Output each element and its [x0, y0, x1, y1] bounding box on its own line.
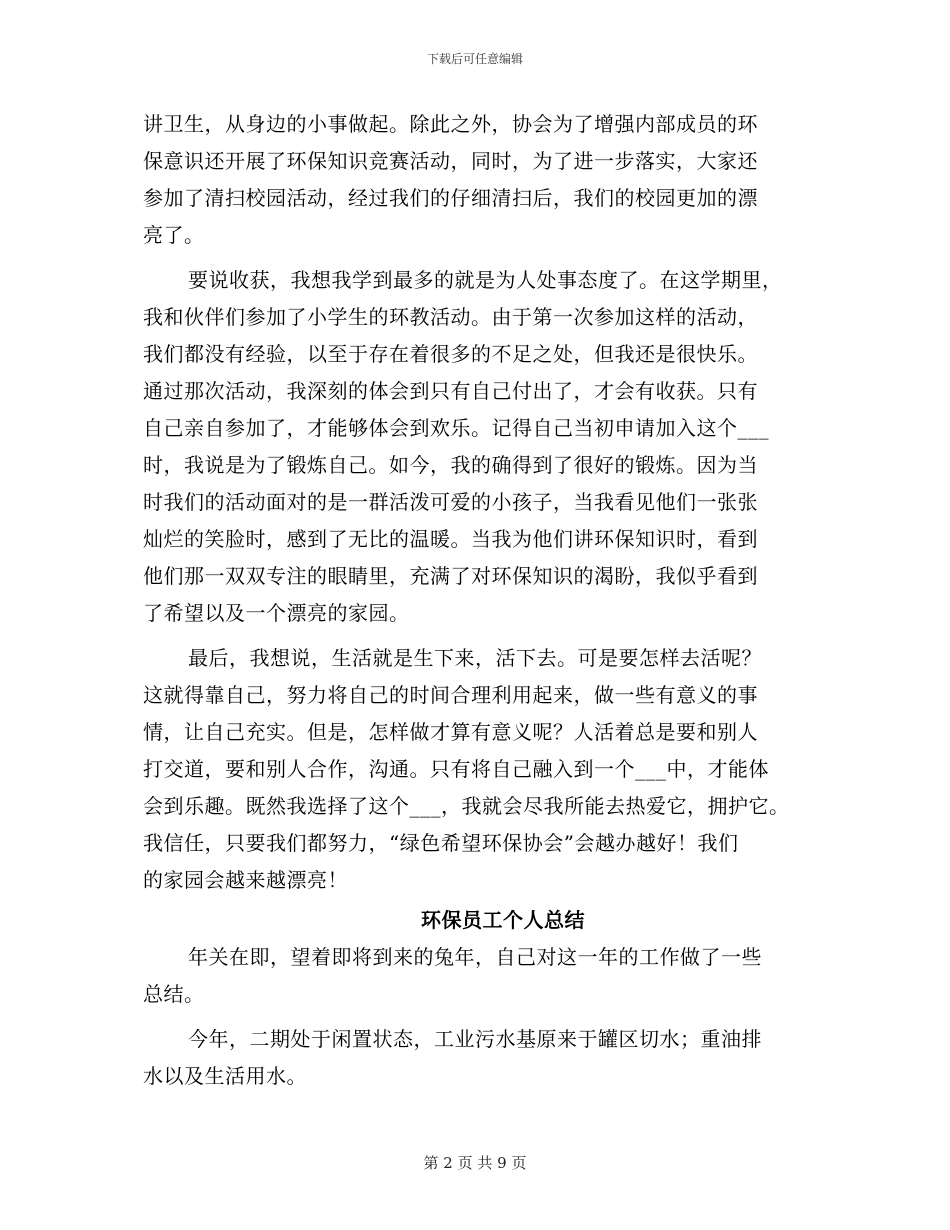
text-line: 情，让自己充实。但是，怎样做才算有意义呢？人活着总是要和别人 [143, 720, 758, 744]
text-line: 我信任，只要我们都努力，“绿色希望环保协会”会越办越好！我们 [143, 831, 739, 855]
text-line: 的家园会越来越漂亮！ [143, 868, 348, 892]
text-line: 讲卫生，从身边的小事做起。除此之外，协会为了增强内部成员的环 [143, 112, 758, 136]
text-line: 我们都没有经验，以至于存在着很多的不足之处，但我还是很快乐。 [143, 342, 758, 366]
paragraph-1 [143, 106, 823, 254]
text-line: 会到乐趣。既然我选择了这个___，我就会尽我所能去热爱它，拥护它。 [143, 794, 790, 818]
text-line: 年关在即，望着即将到来的兔年，自己对这一年的工作做了一些 [188, 945, 762, 969]
page-number: 第 2 页 共 9 页 [423, 1154, 527, 1172]
text-line: 今年，二期处于闲置状态，工业污水基原来于罐区切水；重油排 [188, 1027, 762, 1051]
text-line: 我和伙伴们参加了小学生的环教活动。由于第一次参加这样的活动， [143, 305, 758, 329]
text-line: 参加了清扫校园活动，经过我们的仔细清扫后，我们的校园更加的漂 [143, 186, 758, 210]
text-line: 时我们的活动面对的是一群活泼可爱的小孩子，当我看见他们一张张 [143, 490, 758, 514]
paragraph-4 [143, 939, 823, 1013]
text-line: 时，我说是为了锻炼自己。如今，我的确得到了很好的锻炼。因为当 [143, 453, 758, 477]
paragraph-3 [143, 640, 823, 899]
paragraph-2 [143, 262, 823, 632]
paragraph-5 [143, 1021, 823, 1095]
text-line: 灿烂的笑脸时，感到了无比的温暖。当我为他们讲环保知识时，看到 [143, 527, 758, 551]
text-line: 这就得靠自己，努力将自己的时间合理利用起来，做一些有意义的事 [143, 683, 758, 707]
text-line: 保意识还开展了环保知识竞赛活动，同时，为了进一步落实，大家还 [143, 149, 758, 173]
text-line: 了希望以及一个漂亮的家园。 [143, 601, 410, 625]
text-line: 亮了。 [143, 223, 205, 247]
page-header: 下载后可任意编辑 [426, 52, 523, 66]
text-line: 要说收获，我想我学到最多的就是为人处事态度了。在这学期里， [188, 268, 783, 292]
text-line: 他们那一双双专注的眼睛里，充满了对环保知识的渴盼，我似乎看到 [143, 564, 758, 588]
document-body [143, 106, 823, 1095]
text-line: 打交道，要和别人合作，沟通。只有将自己融入到一个___中，才能体 [143, 757, 769, 781]
text-line: 最后，我想说，生活就是生下来，活下去。可是要怎样去活呢？ [188, 646, 762, 670]
text-line: 自己亲自参加了，才能够体会到欢乐。记得自己当初申请加入这个___ [143, 416, 769, 440]
text-line: 水以及生活用水。 [143, 1064, 307, 1088]
text-line: 总结。 [143, 982, 205, 1006]
text-line: 通过那次活动，我深刻的体会到只有自己付出了，才会有收获。只有 [143, 379, 758, 403]
section-title: 环保员工个人总结 [421, 908, 585, 932]
